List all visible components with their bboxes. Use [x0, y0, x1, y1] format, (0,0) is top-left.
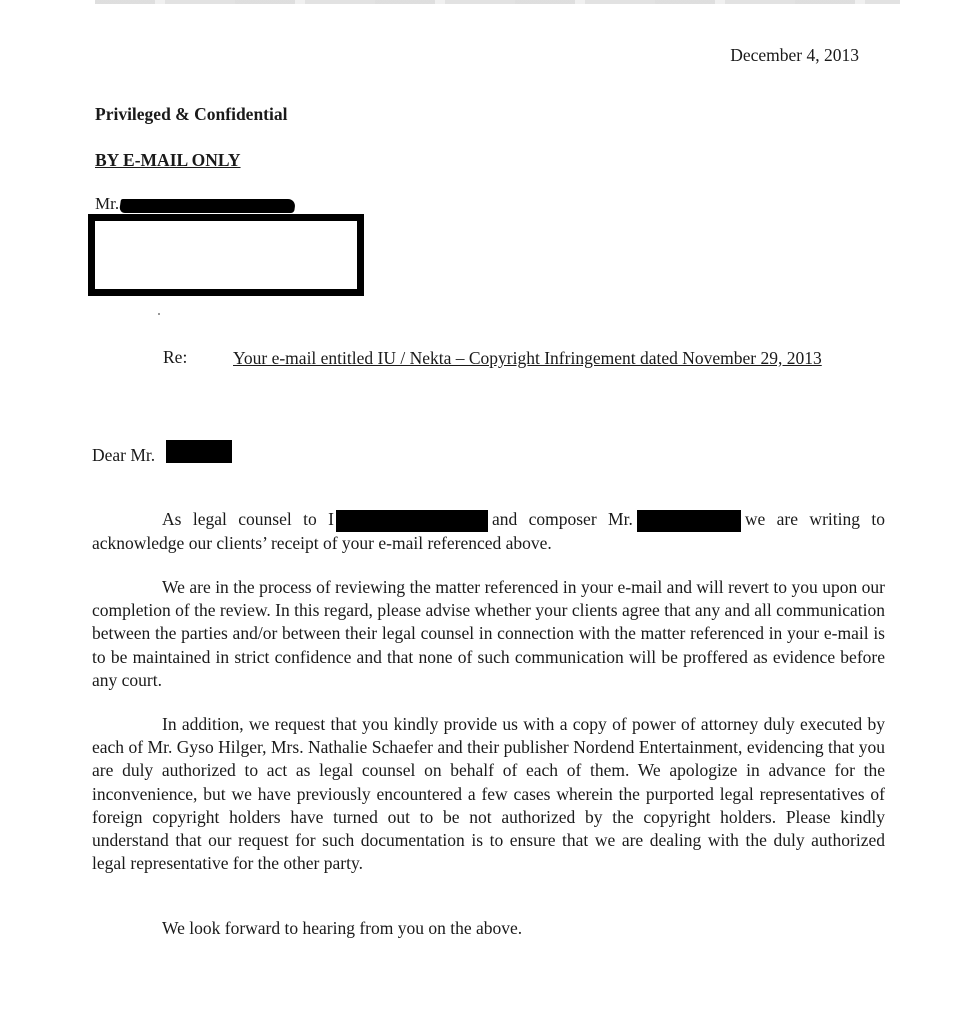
privileged-heading: Privileged & Confidential: [95, 104, 288, 124]
recipient-prefix: Mr.: [95, 194, 120, 213]
salutation: Dear Mr.: [92, 445, 156, 465]
composer-name-redaction: [637, 510, 741, 532]
delivery-method: BY E-MAIL ONLY: [95, 150, 241, 170]
re-label: Re:: [163, 347, 188, 367]
paragraph-acknowledgement: [92, 508, 885, 555]
scan-edge-artifact: [95, 0, 900, 4]
paragraph-closing: [92, 917, 885, 940]
p4-text: We look forward to hearing from you on the above.: [162, 918, 523, 938]
recipient-name: [95, 194, 119, 214]
paragraph-power-of-attorney: [92, 713, 885, 875]
re-subject: Your e-mail entitled IU / Nekta – Copyright Infringement dated November 29, 2013: [233, 348, 822, 368]
p3-text: In addition, we request that you kindly provide us with a copy of power of attorney duly executed by each of Mr. Gyso Hilger, Mrs. Nathalie Schaefer and their publisher Nordend Entertainment, evidencing that you are duly authorized to act as legal counsel on behalf of each of them. We apologize in advance for the inconvenience, but we have previously encountered a few cases wherein the purported legal representatives of foreign copyright holders have turned out to be not authorized by the copyright holders. Please kindly understand that our request for such documentation is to ensure that we are dealing with the duly authorized legal representative for the other party.: [92, 714, 885, 874]
recipient-name-redaction: [119, 199, 296, 213]
scan-speck: [158, 313, 160, 315]
paragraph-review: [92, 576, 885, 692]
letter-date: December 4, 2013: [730, 45, 859, 65]
salutation-name-redaction: [166, 440, 232, 463]
client-name-redaction: [336, 510, 488, 532]
p2-text: We are in the process of reviewing the matter referenced in your e-mail and will revert to you upon our completion of the review. In this regard, please advise whether your clients agree that any and all communication between the parties and/or between their legal counsel in connection with the matter referenced in your e-mail is to be maintained in strict confidence and that none of such communication will be proffered as evidence before any court.: [92, 577, 885, 690]
p1-text-c: we are writing to acknowledge our clients’ receipt of your e-mail referenced above.: [92, 509, 885, 553]
p1-text-b: and composer Mr.: [491, 509, 633, 529]
recipient-address-redaction-box: [88, 214, 364, 296]
p1-text-a: As legal counsel to I: [162, 509, 334, 529]
